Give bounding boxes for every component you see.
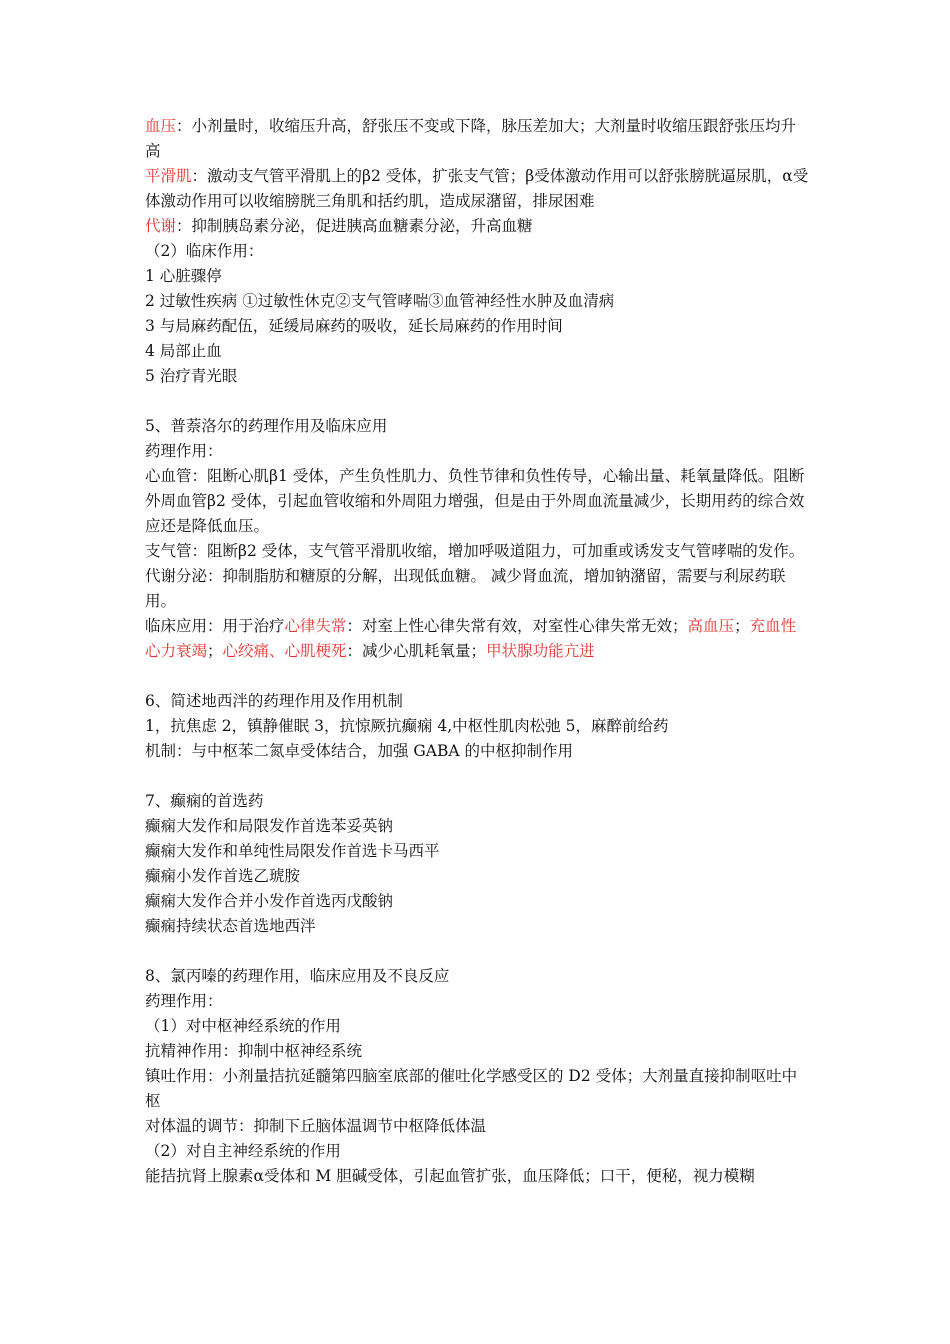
metabolism-label: 代谢: [145, 217, 177, 235]
thermoregulation-paragraph: 对体温的调节：抑制下丘脑体温调节中枢降低体温: [145, 1117, 487, 1135]
document-page: [145, 114, 810, 1189]
bronchial-paragraph: 支气管：阻断β2 受体，支气管平滑肌收缩，增加呼吸道阻力，可加重或诱发支气管哮喘的发作。: [145, 542, 805, 560]
separator: ；: [734, 617, 750, 635]
section-5-title: 5、普萘洛尔的药理作用及临床应用: [145, 417, 388, 435]
bp-label: 血压: [145, 117, 177, 135]
section-6-title: 6、简述地西泮的药理作用及作用机制: [145, 692, 403, 710]
hyperthyroidism-term: 甲状腺功能亢进: [486, 642, 595, 660]
epilepsy-item: 癫痫持续状态首选地西泮: [145, 917, 316, 935]
clinical-item: 2 过敏性疾病 ①过敏性休克②支气管哮喘③血管神经性水肿及血清病: [145, 292, 615, 310]
arrhythmia-term: 心律失常: [284, 617, 347, 635]
smooth-muscle-text: ：激动支气管平滑肌上的β2 受体，扩张支气管；β受体激动作用可以舒张膀胱逼尿肌，α受体激动作用可以收缩膀胱三角肌和括约肌，造成尿潴留，排尿困难: [145, 167, 809, 210]
angina-term: 心绞痛、心肌梗死: [222, 642, 347, 660]
clinical-use-text: ：减少心肌耗氧量；: [346, 642, 487, 660]
spacer: [145, 389, 810, 414]
spacer: [145, 764, 810, 789]
epilepsy-item: 癫痫小发作首选乙琥胺: [145, 867, 301, 885]
section-5-pharm-heading: 药理作用：: [145, 442, 223, 460]
clinical-use-lead: 临床应用：用于治疗: [145, 617, 285, 635]
clinical-heading: （2）临床作用：: [145, 242, 264, 260]
metabolism-text: ：抑制胰岛素分泌，促进胰高血糖素分泌，升高血糖: [176, 217, 533, 235]
heart-failure-term: 充血性心力衰竭: [145, 617, 797, 660]
epilepsy-item: 癫痫大发作和单纯性局限发作首选卡马西平: [145, 842, 440, 860]
clinical-item: 5 治疗青光眼: [145, 367, 238, 385]
hypertension-term: 高血压: [687, 617, 735, 635]
spacer: [145, 664, 810, 689]
clinical-item: 4 局部止血: [145, 342, 222, 360]
antipsychotic-paragraph: 抗精神作用：抑制中枢神经系统: [145, 1042, 363, 1060]
section-8-pharm-heading: 药理作用：: [145, 992, 223, 1010]
clinical-use-text: ：对室上性心律失常有效，对室性心律失常无效；: [346, 617, 688, 635]
separator: ；: [207, 642, 223, 660]
diazepam-mechanism: 机制：与中枢苯二氮卓受体结合，加强 GABA 的中枢抑制作用: [145, 742, 574, 760]
bp-paragraph: [145, 114, 810, 164]
smooth-muscle-label: 平滑肌: [145, 167, 192, 185]
cardiovascular-paragraph: 心血管：阻断心肌β1 受体，产生负性肌力、负性节律和负性传导，心输出量、耗氧量降低。阻断外周血管β2 受体，引起血管收缩和外周阻力增强，但是由于外周血流量减少，长期用药的综合效应还是降低血压。: [145, 467, 805, 535]
metabolic-paragraph: 代谢分泌：抑制脂肪和糖原的分解，出现低血糖。 减少肾血流，增加钠潴留，需要与利尿药联用。: [145, 567, 786, 610]
smooth-muscle-paragraph: [145, 164, 810, 214]
diazepam-uses: 1，抗焦虑 2，镇静催眠 3，抗惊厥抗癫痫 4,中枢性肌肉松弛 5，麻醉前给药: [145, 717, 669, 735]
clinical-item: 3 与局麻药配伍，延缓局麻药的吸收，延长局麻药的作用时间: [145, 317, 563, 335]
bp-text: ：小剂量时，收缩压升高，舒张压不变或下降，脉压差加大；大剂量时收缩压跟舒张压均升高: [145, 117, 797, 160]
ans-subheading: （2）对自主神经系统的作用: [145, 1142, 341, 1160]
metabolism-paragraph: [145, 214, 810, 239]
clinical-use-paragraph: [145, 614, 810, 664]
section-7-title: 7、癫痫的首选药: [145, 792, 264, 810]
clinical-item: 1 心脏骤停: [145, 267, 222, 285]
spacer: [145, 939, 810, 964]
antiemetic-paragraph: 镇吐作用：小剂量拮抗延髓第四脑室底部的催吐化学感受区的 D2 受体；大剂量直接抑制呕吐中枢: [145, 1067, 798, 1110]
cns-subheading: （1）对中枢神经系统的作用: [145, 1017, 341, 1035]
autonomic-paragraph: 能拮抗肾上腺素α受体和 M 胆碱受体，引起血管扩张，血压降低；口干，便秘，视力模糊: [145, 1167, 755, 1185]
epilepsy-item: 癫痫大发作合并小发作首选丙戊酸钠: [145, 892, 394, 910]
epilepsy-item: 癫痫大发作和局限发作首选苯妥英钠: [145, 817, 394, 835]
section-8-title: 8、氯丙嗪的药理作用，临床应用及不良反应: [145, 967, 450, 985]
